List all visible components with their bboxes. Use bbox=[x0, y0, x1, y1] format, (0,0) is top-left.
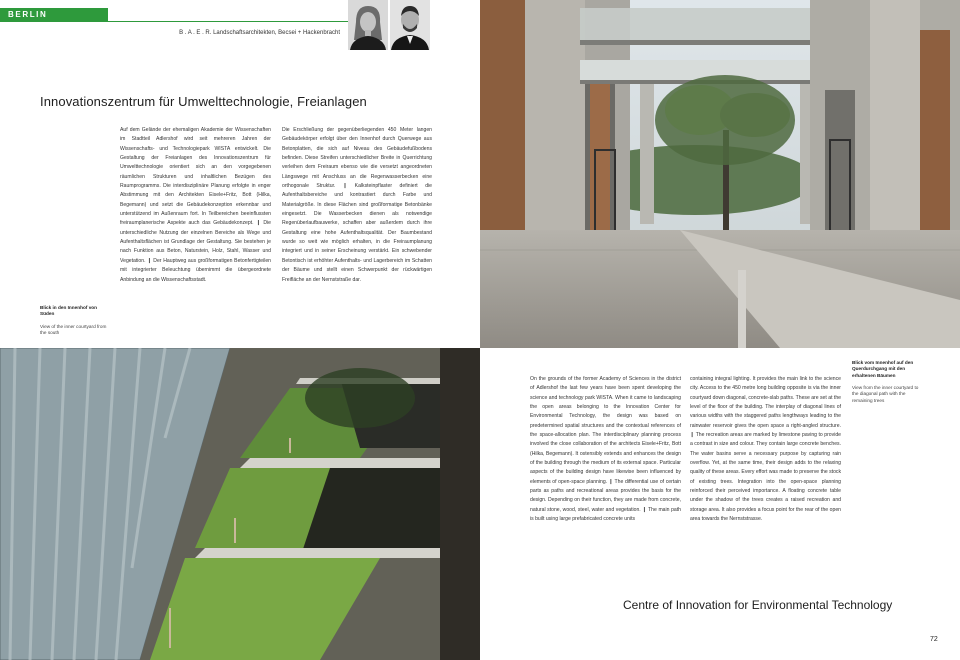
caption-right-text: View from the inner courtyard to the diagonal path with the remaining trees bbox=[852, 385, 919, 403]
caption-right bbox=[852, 360, 922, 404]
caption-left-title: Blick in den Innenhof von Süden bbox=[40, 305, 98, 317]
caption-right-title: Blick vom Innenhof auf den Querdurchgang mit den erhaltenen Bäumen bbox=[852, 360, 914, 378]
header-rule bbox=[108, 21, 348, 22]
city-tag: BERLIN bbox=[0, 8, 108, 22]
architects-credit: B . A . E . R. Landschaftsarchitekten, Becsei + Hackenbracht bbox=[179, 30, 340, 36]
body-text-de-col1: Auf dem Gelände der ehemaligen Akademie der Wissenschaften im Stadtteil Adlershof wird seit mehreren Jahren der Wissenschafts- und Technologiepark WISTA entwickelt. Die Gestaltung der Freianlagen des Innovationszentrum für Umwelttechnologie orientiert sich an den vorgegebenen räumlichen Strukturen und inhaltlichen Bezügen des Raumprogramms. Die interdisziplinäre Planung erfolgte in enger Abstimmung mit den Architekten Eisele+Fritz, Bott (Hilka, Begemann) und setzt die Gebäudekonzeption erkennbar und unterstützend im Außenraum fort. In Teilbereichen beeinflussten freiraumplanerische Aspekte auch das Gebäudekonzept. ❙ Die unterschiedliche Nutzung der einzelnen Bereiche als Wege und Aufenthaltsflächen ist Grundlage der Gestaltung. Sie bestehen je nach Funktion aus Beton, Naturstein, Holz, Stahl, Wasser und Vegetation. ❙ Der Hauptweg aus großformatigen Betonfertigteilen mit integrierter Beleuchtung übernimmt die übergeordnete Anbindung an die Wissenschaftsstadt. bbox=[120, 127, 271, 283]
architect-portrait-woman bbox=[348, 0, 388, 50]
photo-courtyard-tree bbox=[480, 0, 960, 348]
caption-left bbox=[40, 305, 110, 336]
page-title-de: Innovationszentrum für Umwelttechnologie, Freianlagen bbox=[40, 94, 367, 109]
photo-inner-courtyard bbox=[0, 348, 480, 660]
body-text-de-col2: Die Erschließung der gegenüberliegenden 450 Meter langen Gebäudekörper erfolgt über den Innenhof durch Querwege aus Betonplatten, die sich auf Niveau des Gebäudefußbodens befinden. Diese Streifen unterschiedlicher Breite in Querrichtung verleihen dem Freiraum ebenso wie die versetzt angeordneten Längswege mit Anschluss an die Regenwasserbecken eine orthogonale Struktur. ❙ Kalksteinpflaster definiert die Aufenthaltsbereiche und kontrastiert durch Farbe und Materialgröße. In diese Flächen sind großformatige Betonbänke eingesetzt. Die Wasserbecken dienen als notwendige Regenüberlaufbauwerke, schaffen aber außerdem durch ihre Gestaltung eine hohe Aufenthaltsqualität. Der Baumbestand wurde so weit wie möglich erhalten, in die Freiraumplanung integriert und in seiner Erscheinung verstärkt. Ein schwebender Betontisch ist erhöhter Aufenthalts- und Lagerbereich im Schatten der Bäume und stellt einen Schwerpunkt der rückwärtigen Freifläche an der Nernststraße dar. bbox=[282, 127, 432, 283]
body-text-en-col1: On the grounds of the former Academy of Sciences in the district of Adlershof the last few years have been spent developing the science and technology park WISTA. When it came to landscaping the open areas belonging to the Innovation Center for Environmental Technology, the design was based on predetermined spatial structures and the contextual references of the space-allocation plan. The interdisciplinary planning process involved the close collaboration of the architects Eisele+Fritz, Bott (Hilka, Begemann). It ostensibly extends and enhances the design of the building through the medium of its external space. Particular aspects of the building design have likewise been influenced by elements of open-space planning. ❙ The differential use of certain parts as paths and recreational areas provides the basis for the design. Depending on their function, they are made from concrete, natural stone, wood, steel, water and vegetation. ❙ The main path is built using large prefabricated concrete units bbox=[530, 376, 681, 523]
page-title-en: Centre of Innovation for Environmental Technology bbox=[623, 598, 893, 612]
body-text-en-col2: containing integral lighting. It provides the main link to the science city. Access to the 450 metre long building opposite is via the inner courtyard down diagonal, concrete-slab paths. These are set at the level of the floor of the building. The interplay of diagonal lines of various widths with the staggered paths lengthways leading to the rainwater reservoir gives the open space a right-angled structure. ❙ The recreation areas are marked by limestone paving to provide a contrast in size and colour. They contain large concrete benches. The water basins serve a necessary purpose by capturing rain overflow. Yet, at the same time, their design adds to the relaxing quality of these areas. Every effort was made to preserve the stock of existing trees. Integration into the open-space planning reinforced their perceived importance. A floating concrete table under the shadow of the trees creates a raised recreation and storage area. It also provides a focus point for the rear of the open area towards the Nernststrasse. bbox=[690, 376, 841, 523]
caption-left-text: View of the inner courtyard from the south bbox=[40, 323, 107, 336]
page-number: 72 bbox=[930, 636, 938, 643]
architect-portrait-man bbox=[390, 0, 430, 50]
